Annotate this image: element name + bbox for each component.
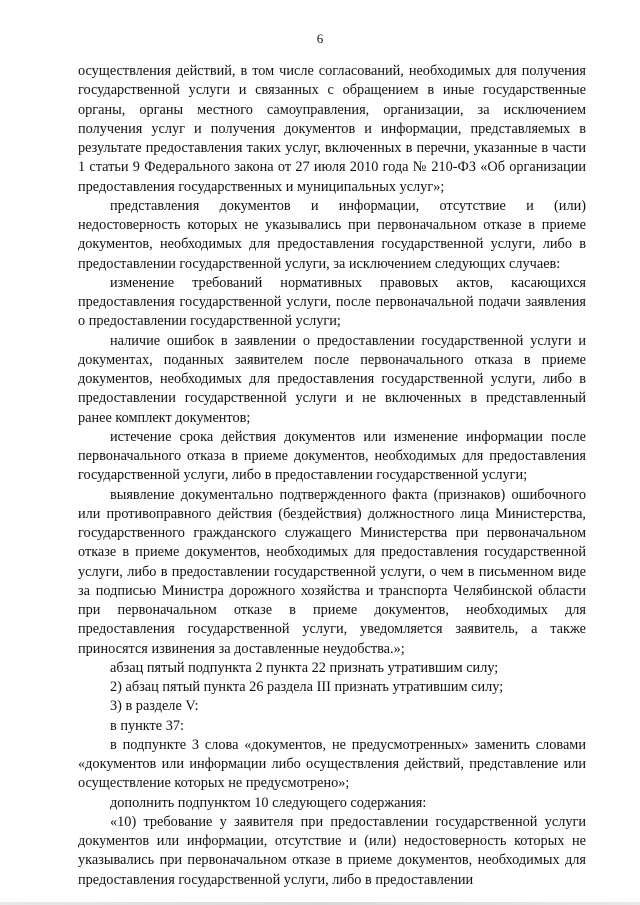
paragraph-3: изменение требований нормативных правовых актов, касающихся предоставления государственной услуги, после первоначальной подачи заявления о предоставлении государственной услуги; bbox=[78, 274, 586, 330]
paragraph-6: выявление документально подтвержденного факта (признаков) ошибочного или противоправного действия (бездействия) должностного лица Министерства, государственного гражданского служащего Министерства при первоначальном отказе в приеме документов, необходимых для предоставления государственной услуги, либо в предоставлении государственной услуги, о чем в письменном виде за подписью Министра дорожного хозяйства и транспорта Челябинской области при первоначальном отказе в приеме документов, необходимых для предоставления государственной услуги, уведомляется заявитель, а также приносятся извинения за доставленные неудобства.»; bbox=[78, 486, 586, 657]
paragraph-11: в подпункте 3 слова «документов, не предусмотренных» заменить словами «документов или информации либо осуществления действий, представление или осуществление которых не предусмотрено»; bbox=[78, 736, 586, 792]
paragraph-5: истечение срока действия документов или изменение информации после первоначального отказа в приеме документов, необходимых для предоставления государственной услуги, либо в предоставлении государственной услуги; bbox=[78, 428, 586, 484]
document-body bbox=[78, 62, 586, 890]
paragraph-7: абзац пятый подпункта 2 пункта 22 признать утратившим силу; bbox=[110, 659, 499, 676]
paragraph-10: в пункте 37: bbox=[110, 717, 184, 734]
paragraph-9: 3) в разделе V: bbox=[110, 698, 199, 715]
paragraph-12: дополнить подпунктом 10 следующего содержания: bbox=[110, 794, 427, 811]
paragraph-2: представления документов и информации, отсутствие и (или) недостоверность которых не указывались при первоначальном отказе в приеме документов, необходимых для предоставления государственной услуги, либо в предоставлении государственной услуги, за исключением следующих случаев: bbox=[78, 197, 586, 272]
paragraph-8: 2) абзац пятый пункта 26 раздела III признать утратившим силу; bbox=[110, 679, 504, 695]
page-number: 6 bbox=[316, 31, 324, 46]
paragraph-4: наличие ошибок в заявлении о предоставлении государственной услуги и документах, поданных заявителем после первоначального отказа в приеме документов, необходимых для предоставления государственной услуги, либо в предоставлении государственной услуги и не включенных в представленный ранее комплект документов; bbox=[78, 332, 586, 426]
paragraph-1: осуществления действий, в том числе согласований, необходимых для получения государственной услуги и связанных с обращением в иные государственные органы, органы местного самоуправления, организации, за исключением получения услуг и получения документов и информации, представляемых в результате предоставления таких услуг, включенных в перечни, указанные в части 1 статьи 9 Федерального закона от 27 июля 2010 года № 210-ФЗ «Об организации предоставления государственных и муниципальных услуг»; bbox=[78, 63, 586, 195]
paragraph-13: «10) требование у заявителя при предоставлении государственной услуги документов или информации, отсутствие и (или) недостоверность которых не указывались при первоначальном отказе в приеме документов, необходимых для предоставления государственной услуги, либо в предоставлении bbox=[78, 813, 586, 888]
